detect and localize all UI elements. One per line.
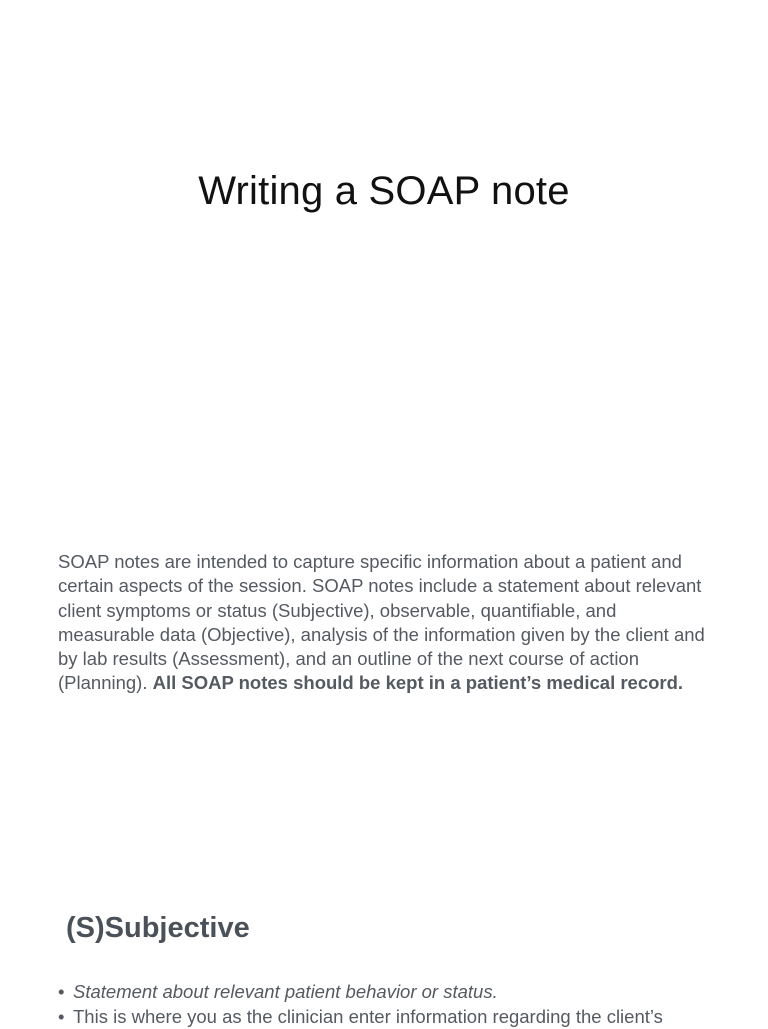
subjective-bullet-list bbox=[58, 980, 738, 1029]
bullet-text: This is where you as the clinician enter information regarding the client’s bbox=[73, 1006, 663, 1027]
slide-title: Writing a SOAP note bbox=[0, 165, 768, 217]
bullet-dot-icon: • bbox=[58, 1005, 64, 1029]
subjective-heading: (S)Subjective bbox=[66, 908, 250, 948]
bullet-text: Statement about relevant patient behavior or status. bbox=[73, 981, 498, 1002]
intro-bold-text: All SOAP notes should be kept in a patient’s medical record. bbox=[153, 672, 683, 693]
intro-paragraph bbox=[58, 550, 718, 696]
bullet-item bbox=[58, 1005, 738, 1029]
bullet-dot-icon: • bbox=[58, 980, 64, 1005]
bullet-item bbox=[58, 980, 738, 1005]
intro-text: SOAP notes are intended to capture specific information about a patient and certain aspects of the session. SOAP notes include a statement about relevant client symptoms or status (Subjective), observable, quantifiable, and measurable data (Objective), analysis of the information given by the client and by lab results (Assessment), and an outline of the next course of action (Planning). bbox=[58, 551, 705, 693]
